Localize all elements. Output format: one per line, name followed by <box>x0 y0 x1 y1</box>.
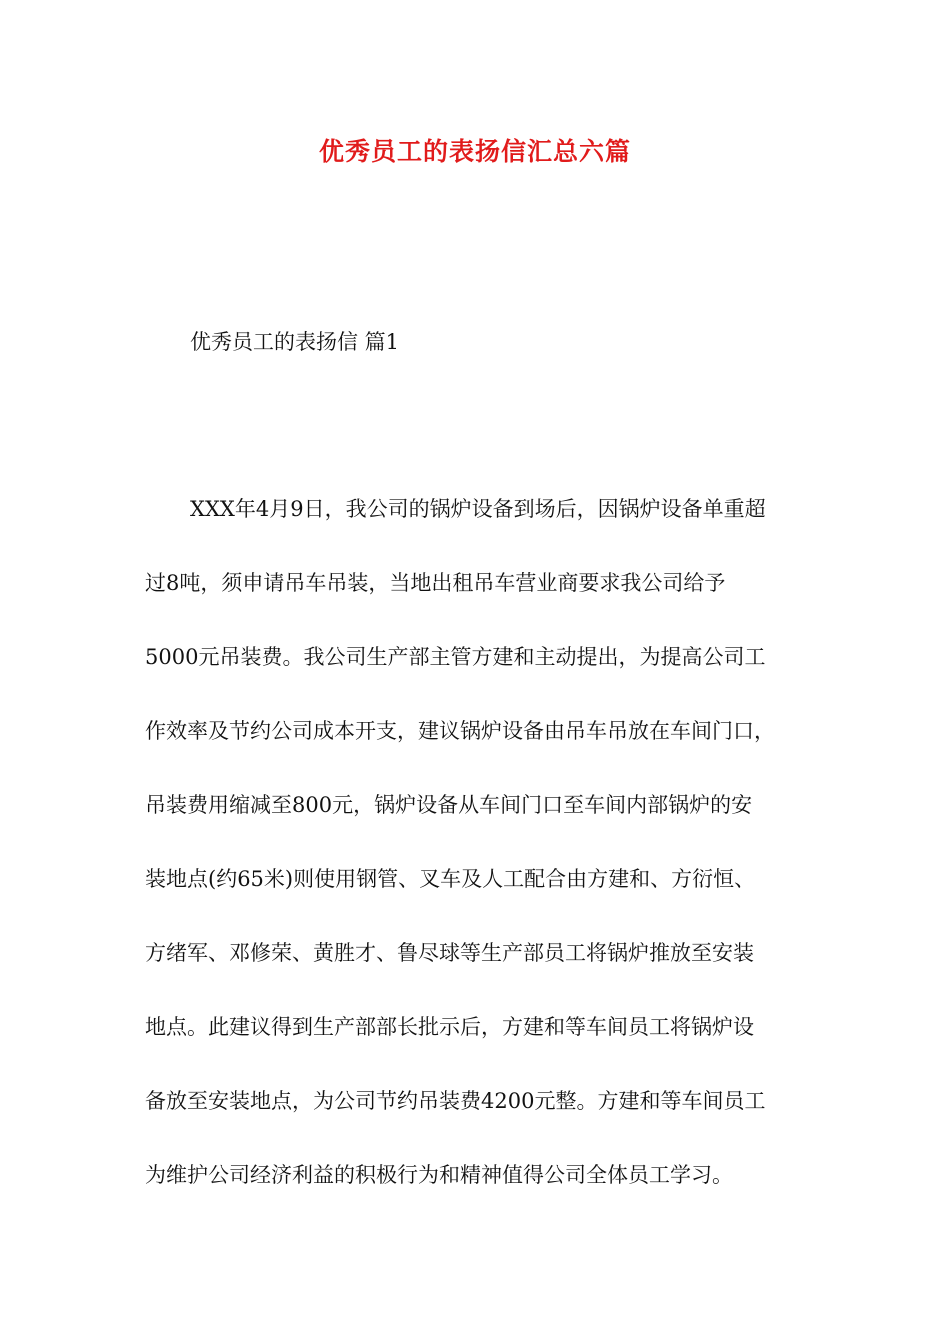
letter-paragraph <box>145 472 825 1212</box>
paragraph-line: 备放至安装地点，为公司节约吊装费4200元整。方建和等车间员工 <box>145 1089 766 1113</box>
document-title: 优秀员工的表扬信汇总六篇 <box>318 137 631 166</box>
paragraph-line: 吊装费用缩减至800元，锅炉设备从车间门口至车间内部锅炉的安 <box>145 793 753 817</box>
paragraph-line: 装地点(约65米)则使用钢管、叉车及人工配合由方建和、方衍恒、 <box>145 867 756 891</box>
paragraph-line: 地点。此建议得到生产部部长批示后，方建和等车间员工将锅炉设 <box>145 1015 754 1039</box>
paragraph-line: 作效率及节约公司成本开支，建议锅炉设备由吊车吊放在车间门口， <box>145 719 775 743</box>
paragraph-line: XXX年4月9日，我公司的锅炉设备到场后，因锅炉设备单重超 <box>190 497 766 521</box>
paragraph-line: 5000元吊装费。我公司生产部主管方建和主动提出，为提高公司工 <box>145 645 766 669</box>
paragraph-line: 方绪军、邓修荣、黄胜才、鲁尽球等生产部员工将锅炉推放至安装 <box>145 941 754 965</box>
paragraph-line: 过8吨，须申请吊车吊装，当地出租吊车营业商要求我公司给予 <box>145 571 726 595</box>
paragraph-line: 为维护公司经济利益的积极行为和精神值得公司全体员工学习。 <box>145 1163 733 1187</box>
section-heading: 优秀员工的表扬信 篇1 <box>190 330 400 354</box>
